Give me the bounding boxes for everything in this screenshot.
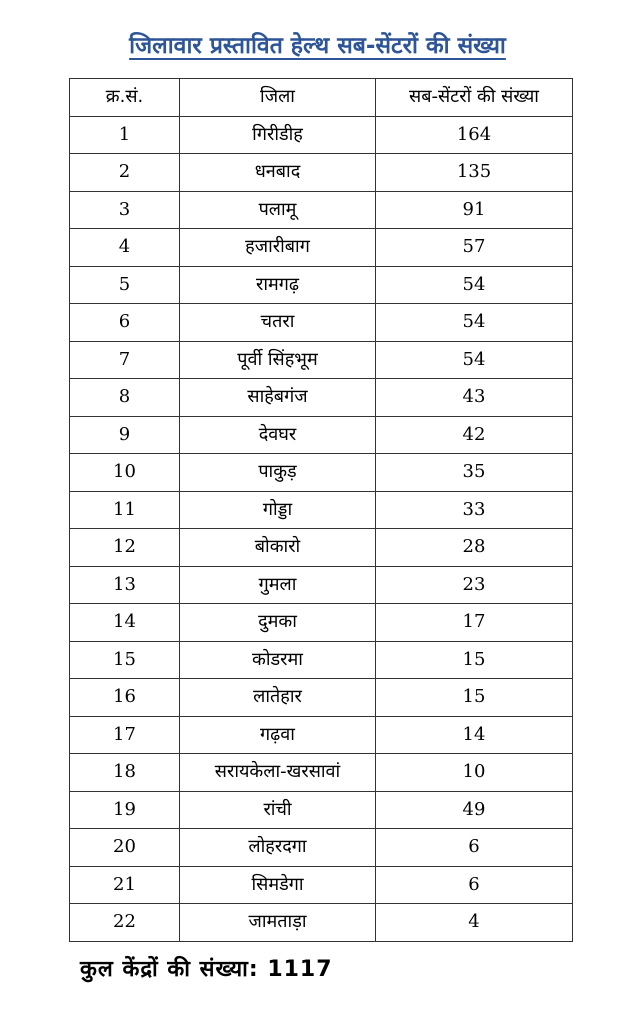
count-cell: 6 [376, 829, 573, 867]
count-cell: 15 [376, 679, 573, 717]
serial-cell: 22 [70, 904, 180, 942]
district-cell: कोडरमा [180, 641, 376, 679]
serial-cell: 18 [70, 754, 180, 792]
count-cell: 17 [376, 604, 573, 642]
serial-cell: 21 [70, 866, 180, 904]
count-cell: 42 [376, 416, 573, 454]
table-row [70, 379, 573, 417]
serial-cell: 4 [70, 229, 180, 267]
count-cell: 43 [376, 379, 573, 417]
count-cell: 135 [376, 154, 573, 192]
district-cell: गिरीडीह [180, 116, 376, 154]
count-cell: 57 [376, 229, 573, 267]
table-row [70, 866, 573, 904]
district-cell: सरायकेला-खरसावां [180, 754, 376, 792]
table-row [70, 116, 573, 154]
table-row [70, 491, 573, 529]
serial-cell: 2 [70, 154, 180, 192]
count-cell: 6 [376, 866, 573, 904]
table-row [70, 566, 573, 604]
page-title-text: जिलावार प्रस्तावित हेल्थ सब-सेंटरों की संख्या [129, 33, 506, 59]
count-cell: 4 [376, 904, 573, 942]
district-cell: पाकुड़ [180, 454, 376, 492]
district-cell: बोकारो [180, 529, 376, 567]
count-cell: 35 [376, 454, 573, 492]
table-row [70, 754, 573, 792]
count-cell: 23 [376, 566, 573, 604]
serial-cell: 3 [70, 191, 180, 229]
header-district: जिला [180, 79, 376, 117]
district-cell: गढ़वा [180, 716, 376, 754]
table-row [70, 904, 573, 942]
serial-cell: 8 [70, 379, 180, 417]
table-row [70, 604, 573, 642]
district-cell: रांची [180, 791, 376, 829]
table-row [70, 229, 573, 267]
count-cell: 54 [376, 266, 573, 304]
table-row [70, 791, 573, 829]
table-row [70, 266, 573, 304]
count-cell: 91 [376, 191, 573, 229]
district-cell: पलामू [180, 191, 376, 229]
table-row [70, 641, 573, 679]
district-cell: धनबाद [180, 154, 376, 192]
district-cell: जामताड़ा [180, 904, 376, 942]
district-cell: लातेहार [180, 679, 376, 717]
serial-cell: 9 [70, 416, 180, 454]
total-count: कुल केंद्रों की संख्या: 1117 [80, 957, 333, 982]
district-cell: साहेबगंज [180, 379, 376, 417]
count-cell: 28 [376, 529, 573, 567]
district-table [69, 78, 573, 942]
serial-cell: 5 [70, 266, 180, 304]
serial-cell: 19 [70, 791, 180, 829]
serial-cell: 7 [70, 341, 180, 379]
count-cell: 14 [376, 716, 573, 754]
table-row [70, 416, 573, 454]
table-row [70, 716, 573, 754]
table-row [70, 529, 573, 567]
count-cell: 54 [376, 304, 573, 342]
table-row [70, 829, 573, 867]
serial-cell: 10 [70, 454, 180, 492]
serial-cell: 15 [70, 641, 180, 679]
district-cell: गोड्डा [180, 491, 376, 529]
header-count: सब-सेंटरों की संख्या [376, 79, 573, 117]
table-row [70, 154, 573, 192]
count-cell: 10 [376, 754, 573, 792]
district-cell: सिमडेगा [180, 866, 376, 904]
table-row [70, 679, 573, 717]
count-cell: 54 [376, 341, 573, 379]
district-cell: रामगढ़ [180, 266, 376, 304]
table-row [70, 191, 573, 229]
district-cell: गुमला [180, 566, 376, 604]
serial-cell: 14 [70, 604, 180, 642]
serial-cell: 6 [70, 304, 180, 342]
serial-cell: 17 [70, 716, 180, 754]
count-cell: 49 [376, 791, 573, 829]
district-cell: देवघर [180, 416, 376, 454]
serial-cell: 16 [70, 679, 180, 717]
count-cell: 15 [376, 641, 573, 679]
table-row [70, 341, 573, 379]
count-cell: 164 [376, 116, 573, 154]
table-header-row [70, 79, 573, 117]
district-cell: हजारीबाग [180, 229, 376, 267]
district-cell: चतरा [180, 304, 376, 342]
header-serial: क्र.सं. [70, 79, 180, 117]
serial-cell: 20 [70, 829, 180, 867]
table-row [70, 304, 573, 342]
serial-cell: 13 [70, 566, 180, 604]
district-cell: पूर्वी सिंहभूम [180, 341, 376, 379]
count-cell: 33 [376, 491, 573, 529]
district-cell: लोहरदगा [180, 829, 376, 867]
serial-cell: 11 [70, 491, 180, 529]
table-row [70, 454, 573, 492]
serial-cell: 1 [70, 116, 180, 154]
district-cell: दुमका [180, 604, 376, 642]
page-title [0, 28, 635, 60]
serial-cell: 12 [70, 529, 180, 567]
